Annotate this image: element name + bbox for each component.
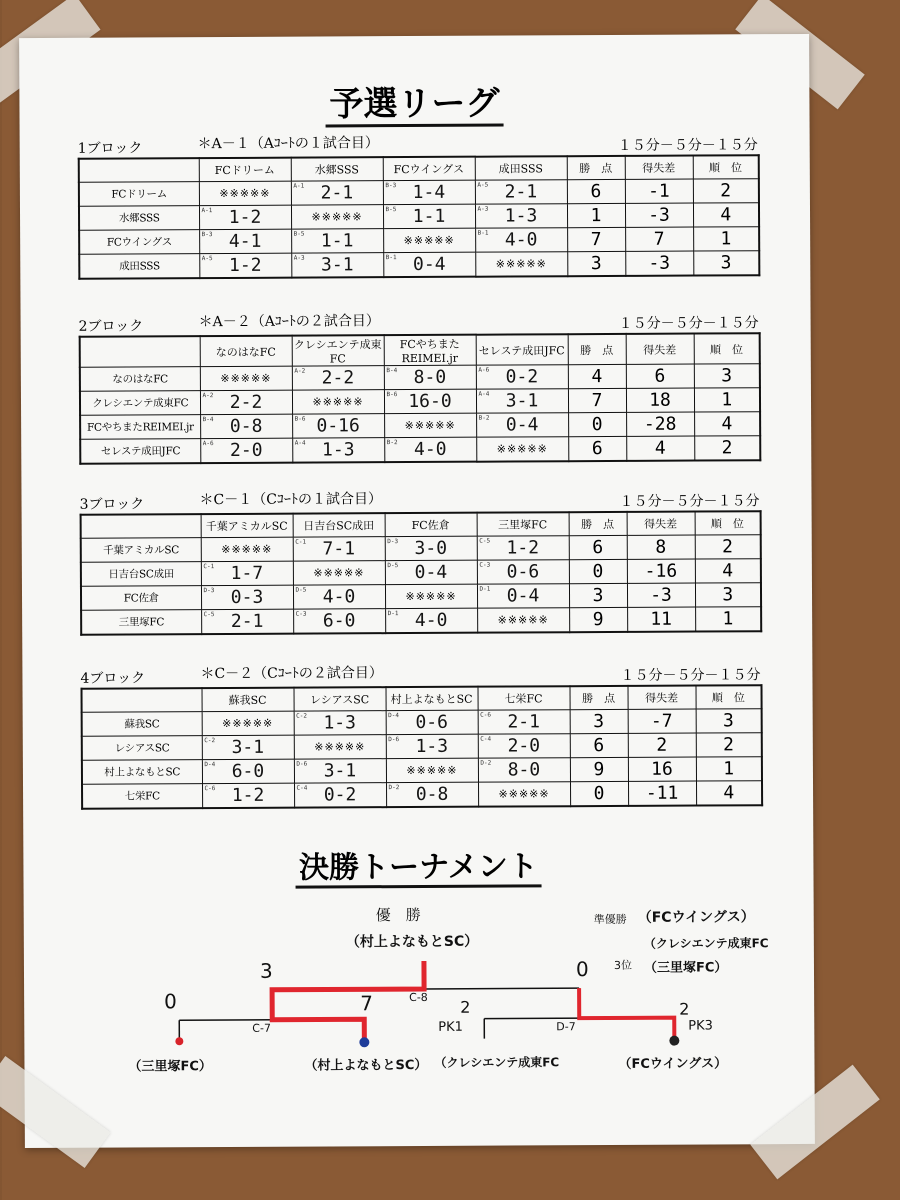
column-header: セレステ成田JFC (476, 334, 568, 365)
match-score: 3-0 (414, 537, 448, 560)
match-id: C-3 (295, 610, 307, 618)
match-score: 3-1 (320, 254, 354, 276)
match-id: C-2 (204, 737, 216, 745)
match-score: ※※※※※ (312, 395, 364, 409)
champion-team: （村上よなもとSC） (345, 933, 479, 951)
row-team-name: 日吉台SC成田 (81, 562, 201, 587)
match-id: A-5 (477, 181, 489, 189)
row-team-name: FCドリーム (79, 182, 199, 207)
points-cell: 3 (569, 583, 627, 607)
points-cell: 6 (567, 179, 625, 203)
match-id: A-1 (293, 182, 305, 190)
match-id: D-3 (387, 538, 399, 546)
row-team-name: FCウイングス (79, 230, 199, 255)
match-score: 1-3 (504, 205, 538, 227)
points-cell: 0 (568, 412, 626, 436)
column-header: 勝 点 (569, 512, 627, 536)
points-cell: 3 (570, 709, 628, 733)
rank-cell: 4 (693, 203, 759, 227)
match-score: 0-4 (505, 414, 539, 436)
match-score: 6-0 (231, 760, 265, 782)
team-slot-4: （FCウイングス） (618, 1056, 728, 1072)
match-id: D-1 (387, 610, 399, 618)
goal-diff-cell: -28 (626, 412, 694, 436)
match-id: D-5 (295, 586, 307, 594)
goal-diff-cell: 16 (628, 757, 696, 781)
row-team-name: 水郷SSS (79, 206, 199, 231)
row-team-name: レシアスSC (82, 736, 202, 761)
row-team-name: 村上よなもとSC (82, 760, 202, 785)
paper-sheet (19, 34, 815, 1148)
match-score: 1-1 (412, 205, 446, 228)
match-id: B-4 (202, 416, 214, 424)
final-match-id: C-8 (409, 990, 428, 1005)
team-marker-4 (669, 1036, 679, 1046)
match-score: 0-4 (412, 253, 446, 276)
goal-diff-cell: -3 (625, 203, 693, 227)
team-slot-3: （クレシエンテ成東FC (434, 1055, 560, 1070)
column-header: 村上よなもとSC (386, 687, 478, 711)
third-team-1: （クレシエンテ成東FC (643, 936, 769, 951)
match-score: ※※※※※ (314, 740, 366, 754)
column-header: 得失差 (626, 334, 694, 365)
match-score: 1-7 (230, 562, 264, 584)
semi-left-score-a: 0 (164, 989, 177, 1014)
page-title: 予選リーグ (19, 74, 809, 127)
points-cell: 6 (568, 436, 626, 461)
semi-right-match-id: D-7 (556, 1020, 576, 1034)
column-header: 三里塚FC (477, 512, 569, 536)
match-id: B-1 (477, 229, 489, 237)
goal-diff-cell: -16 (627, 559, 695, 583)
match-score: ※※※※※ (221, 542, 273, 557)
match-score: 2-0 (507, 735, 541, 757)
row-team-name: 七栄FC (82, 784, 202, 809)
pk-left: PK1 (438, 1019, 463, 1035)
match-score: ※※※※※ (403, 233, 455, 248)
match-id: D-2 (388, 784, 400, 792)
rank-cell: 1 (693, 227, 759, 251)
winner-path-champion (272, 961, 424, 1040)
points-cell: 9 (569, 607, 627, 632)
block-time: １５分－５分－１５分 (620, 667, 761, 684)
block-court: ＊C－１（Cｺｰﾄの１試合目） (199, 491, 382, 509)
match-score: 2-1 (504, 181, 538, 203)
column-header: 勝 点 (570, 686, 628, 710)
bracket-lines (19, 34, 815, 1148)
goal-diff-cell: 8 (627, 535, 695, 559)
match-score: 0-8 (415, 783, 449, 806)
match-score: 8-0 (413, 366, 447, 389)
rank-cell: 3 (693, 251, 759, 276)
row-team-name: FC佐倉 (81, 586, 201, 611)
points-cell: 7 (567, 227, 625, 251)
match-id: A-2 (202, 392, 214, 400)
points-cell: 0 (570, 781, 628, 806)
match-score: 1-2 (506, 537, 540, 559)
column-header: 順 位 (694, 333, 760, 364)
column-header: 得失差 (627, 686, 695, 710)
goal-diff-cell: 6 (626, 364, 694, 388)
match-id: C-3 (479, 561, 491, 569)
match-score: 0-4 (506, 585, 540, 607)
match-score: 8-0 (507, 759, 541, 781)
match-score: 7-1 (322, 538, 356, 560)
pk-right: PK3 (688, 1018, 713, 1034)
block-time: １５分－５分－１５分 (619, 493, 760, 510)
block-time: １５分－５分－１５分 (617, 137, 758, 154)
match-score: 4-0 (413, 438, 447, 461)
column-header: 蘇我SC (202, 688, 294, 712)
rank-cell: 3 (694, 364, 760, 388)
rank-cell: 2 (695, 535, 761, 559)
match-score: 0-16 (316, 415, 360, 437)
match-id: B-2 (386, 439, 398, 447)
column-header: 勝 点 (567, 156, 625, 180)
third-label: 3位 (613, 958, 632, 972)
match-score: ※※※※※ (219, 186, 271, 201)
semi-right-score-b: 2 (679, 999, 690, 1019)
block-name: 2ブロック (78, 318, 144, 335)
match-id: A-1 (201, 207, 213, 215)
block-court: ＊C－２（Cｺｰﾄの２試合目） (200, 665, 383, 683)
match-score: 4-0 (322, 586, 356, 608)
column-header: 順 位 (693, 155, 759, 179)
match-id: D-1 (479, 585, 491, 593)
match-id: C-4 (480, 735, 492, 743)
match-score: 4-0 (414, 609, 448, 632)
match-id: B-4 (386, 367, 398, 375)
match-id: A-6 (478, 366, 490, 374)
column-header: 勝 点 (568, 334, 626, 365)
block-name: 1ブロック (77, 140, 143, 157)
match-score: 0-6 (506, 561, 540, 583)
rank-cell: 4 (694, 412, 760, 436)
match-id: C-6 (480, 711, 492, 719)
match-id: B-1 (385, 254, 397, 262)
goal-diff-cell: 4 (626, 436, 694, 461)
match-score: 1-2 (228, 254, 262, 276)
row-team-name: 成田SSS (79, 254, 199, 279)
column-header: 順 位 (695, 511, 761, 535)
match-score: 0-2 (323, 784, 357, 806)
final-score-left: 3 (259, 958, 273, 983)
match-score: ※※※※※ (404, 418, 456, 433)
match-score: 2-1 (230, 610, 264, 632)
row-team-name: 蘇我SC (82, 712, 202, 737)
match-score: 4-0 (504, 229, 538, 251)
match-score: ※※※※※ (405, 589, 457, 604)
match-score: 3-1 (231, 736, 265, 758)
column-header: 日吉台SC成田 (293, 513, 385, 537)
rank-cell: 4 (695, 559, 761, 583)
column-header: 水郷SSS (291, 157, 383, 181)
match-id: C-5 (203, 611, 215, 619)
row-team-name: 三里塚FC (81, 610, 201, 635)
semi-right-score-a: 2 (460, 997, 471, 1017)
column-header: 得失差 (625, 156, 693, 180)
match-id: A-4 (478, 390, 490, 398)
points-cell: 6 (570, 733, 628, 757)
match-id: B-3 (385, 182, 397, 190)
match-id: A-2 (294, 367, 306, 375)
block-court: ＊A－２（Aｺｰﾄの２試合目） (198, 313, 380, 331)
winner-path-runner-up (579, 988, 674, 1038)
match-score: ※※※※※ (496, 442, 548, 456)
match-score: 2-1 (320, 182, 354, 204)
match-id: A-5 (201, 255, 213, 263)
row-team-name: FCやちまたREIMEI.jr (80, 415, 200, 440)
match-score: 1-2 (231, 784, 265, 806)
column-header: 得失差 (627, 512, 695, 536)
match-id: A-6 (202, 440, 214, 448)
match-id: B-6 (386, 391, 398, 399)
block-name: 3ブロック (79, 496, 145, 513)
match-id: D-6 (388, 736, 400, 744)
match-score: 3-1 (505, 390, 539, 412)
champion-label: 優 勝 (375, 905, 421, 925)
final-score-right: 0 (575, 957, 589, 982)
match-score: 2-0 (229, 439, 263, 461)
match-score: 4-1 (228, 230, 262, 252)
match-score: 1-3 (415, 735, 449, 758)
column-header: FCドリーム (199, 158, 291, 182)
match-score: ※※※※※ (495, 257, 547, 271)
column-header: FC佐倉 (385, 513, 477, 537)
match-id: B-6 (294, 415, 306, 423)
match-id: C-2 (296, 712, 308, 720)
rank-cell: 2 (693, 179, 759, 203)
match-score: ※※※※※ (406, 763, 458, 778)
match-score: 1-1 (320, 230, 354, 252)
match-score: ※※※※※ (222, 716, 274, 731)
match-score: 16-0 (408, 390, 452, 413)
match-score: 0-2 (505, 366, 539, 388)
match-score: 1-3 (323, 712, 356, 734)
match-score: 2-2 (229, 391, 263, 413)
goal-diff-cell: 18 (626, 388, 694, 412)
rank-cell: 3 (696, 709, 762, 733)
column-header: 成田SSS (475, 156, 567, 180)
match-id: C-6 (204, 785, 216, 793)
team-marker-1 (175, 1037, 183, 1045)
goal-diff-cell: -1 (625, 179, 693, 203)
match-score: 1-3 (321, 439, 355, 461)
match-score: ※※※※※ (311, 210, 363, 224)
match-score: ※※※※※ (497, 613, 549, 627)
match-score: 0-8 (229, 415, 263, 437)
rank-cell: 1 (695, 607, 761, 632)
block-name: 4ブロック (80, 670, 146, 687)
rank-cell: 1 (694, 388, 760, 412)
tournament-title: 決勝トーナメント (23, 840, 813, 888)
row-team-name: クレシエンテ成東FC (80, 391, 200, 416)
match-id: C-1 (295, 538, 307, 546)
match-score: 2-1 (507, 711, 540, 733)
row-team-name: なのはなFC (80, 367, 200, 392)
goal-diff-cell: -7 (628, 709, 696, 733)
points-cell: 4 (568, 364, 626, 388)
match-id: C-5 (479, 537, 491, 545)
goal-diff-cell: 11 (627, 607, 695, 632)
match-score: 1-2 (228, 206, 262, 228)
goal-diff-cell: -3 (627, 583, 695, 607)
match-score: 2-2 (321, 367, 355, 389)
goal-diff-cell: 7 (625, 227, 693, 251)
third-team-2: （三里塚FC） (643, 960, 728, 976)
match-score: ※※※※※ (498, 787, 550, 801)
block-court: ＊A－１（Aｺｰﾄの１試合目） (197, 135, 379, 153)
match-score: 0-3 (230, 586, 264, 608)
block-time: １５分－５分－１５分 (618, 315, 759, 332)
team-slot-2: （村上よなもとSC） (304, 1057, 428, 1074)
match-score: 1-4 (412, 181, 446, 204)
match-id: B-5 (385, 206, 397, 214)
column-header: レシアスSC (294, 687, 386, 711)
match-id: D-2 (480, 759, 492, 767)
team-slot-1: （三里塚FC） (128, 1059, 212, 1075)
column-header: FCウイングス (383, 157, 475, 181)
match-id: D-4 (388, 712, 400, 720)
semi-left-score-b: 7 (360, 991, 373, 1016)
runner-up-label: 準優勝 (593, 912, 627, 927)
row-team-name: セレステ成田JFC (80, 439, 200, 464)
runner-up-team: （FCウイングス） (637, 909, 755, 926)
match-id: D-5 (387, 562, 399, 570)
goal-diff-cell: -3 (625, 251, 693, 276)
rank-cell: 4 (696, 781, 762, 806)
points-cell: 9 (570, 757, 628, 781)
rank-cell: 2 (694, 436, 760, 461)
semi-left-match-id: C-7 (252, 1021, 271, 1035)
column-header: FCやちまたREIMEI.jr (384, 335, 476, 366)
match-id: B-5 (293, 230, 305, 238)
match-id: B-3 (201, 231, 213, 239)
match-id: A-3 (293, 254, 305, 262)
goal-diff-cell: 2 (628, 733, 696, 757)
goal-diff-cell: -11 (628, 781, 696, 806)
column-header: 順 位 (695, 685, 761, 709)
match-score: 6-0 (322, 610, 356, 632)
match-id: B-2 (478, 414, 490, 422)
team-marker-2 (359, 1037, 369, 1047)
match-score: ※※※※※ (313, 566, 365, 580)
points-cell: 1 (567, 203, 625, 227)
match-score: 0-4 (414, 561, 448, 584)
match-id: C-1 (203, 563, 215, 571)
match-id: C-4 (296, 784, 308, 792)
match-id: D-6 (296, 760, 308, 768)
match-id: D-4 (204, 761, 216, 769)
match-id: A-4 (294, 439, 306, 447)
match-id: D-3 (203, 587, 215, 595)
rank-cell: 1 (696, 757, 762, 781)
match-score: ※※※※※ (220, 371, 272, 386)
points-cell: 7 (568, 388, 626, 412)
rank-cell: 2 (696, 733, 762, 757)
match-id: A-3 (477, 205, 489, 213)
column-header: 七栄FC (478, 686, 570, 710)
points-cell: 3 (567, 251, 625, 276)
column-header: なのはなFC (200, 336, 292, 367)
rank-cell: 3 (695, 583, 761, 607)
column-header: クレシエンテ成東FC (292, 335, 384, 366)
match-score: 3-1 (323, 760, 357, 782)
row-team-name: 千葉アミカルSC (81, 538, 201, 563)
points-cell: 6 (569, 535, 627, 559)
points-cell: 0 (569, 559, 627, 583)
match-score: 0-6 (415, 711, 448, 734)
column-header: 千葉アミカルSC (201, 514, 293, 538)
